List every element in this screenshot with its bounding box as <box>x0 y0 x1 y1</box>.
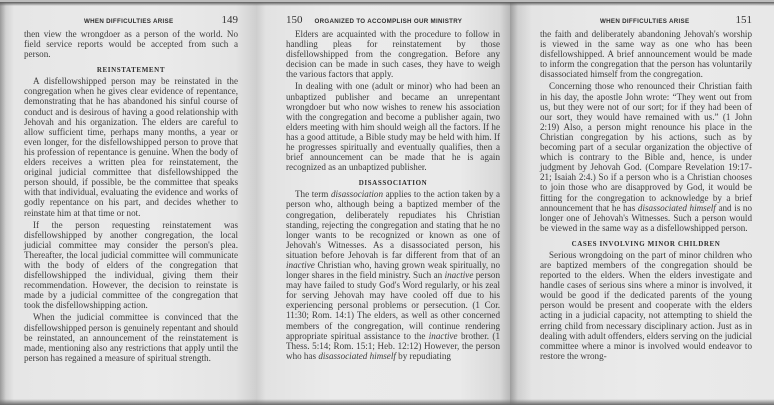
page-edge-shadow <box>510 2 774 6</box>
paragraph: Serious wrongdoing on the part of minor children who are baptized members of the congregation should be reported to the elders. When the elders investigate and handle cases of serious sins where a minor is involved, it would be good if the dedicated parents of the young person would be present and cooperate with the elders acting in a judicial capacity, not attempting to shield the erring child from necessary disciplinary action. Just as in dealing with adult offenders, elders serving on the judicial committee where a minor is involved would endeavor to restore the wrong- <box>540 249 752 361</box>
text-column <box>540 14 752 361</box>
paragraph: A disfellowshipped person may be reinstated in the congregation when he gives clear evidence of repentance, demonstrating that he has abandoned his sinful course of conduct and is desirous of having a good relationship with Jehovah and his organization. The elders are careful to allow sufficient time, perhaps many months, a year or even longer, for the disfellowshipped person to prove that his profession of repentance is genuine. When the body of elders receives a written plea for reinstatement, the original judicial committee that disfellowshipped the person should, if possible, be the committee that speaks with that individual, evaluating the evidence and works of godly repentance on his part, and decides whether to reinstate him at that time or not. <box>24 76 238 218</box>
text-run: The term <box>295 189 331 200</box>
page-header <box>286 14 500 28</box>
page-150 <box>256 2 510 405</box>
page-number: 149 <box>221 14 238 26</box>
italic-term: disassociated himself <box>637 202 716 213</box>
running-head: ORGANIZED TO ACCOMPLISH OUR MINISTRY <box>314 18 463 25</box>
italic-term: inactive <box>286 259 315 270</box>
page-number: 151 <box>735 14 752 26</box>
page-number: 150 <box>286 14 303 26</box>
text-column <box>286 14 500 361</box>
running-head: WHEN DIFFICULTIES ARISE <box>600 18 690 25</box>
text-run: Concerning those who renounced their Christian faith in his day, the apostle John wrote: “They went out from us, but they were not of our sort; for if they had been of our sort, they would have remained with us.” (1 John 2:19) Also, a person might renounce his place in the Christian congregation by his actions, such as by becoming part of a secular organization the objective of which is contrary to the Bible and, hence, is under judgment by Jehovah God. (Compare Revelation 19:17-21; Isaiah 2:4.) So if a person who is a Christian chooses to join those who are disapproved by God, it would be fitting for the congregation to acknowledge by a brief announcement that he has <box>540 81 752 213</box>
text-column <box>24 14 238 363</box>
paragraph: When the judicial committee is convinced that the disfellowshipped person is genuinely repentant and should be reinstated, an announcement of the reinstatement is made, mentioning also any restrictions that apply until the person has regained a measure of spiritual strength. <box>24 312 238 363</box>
text-run: brother. (1 Thess. 5:14; Rom. 15:1; Heb. 12:12) However, the person who has <box>286 330 500 361</box>
section-heading-reinstatement: REINSTATEMENT <box>96 66 166 75</box>
page-edge-shadow <box>256 399 510 405</box>
page-header <box>24 14 238 28</box>
text-run: Christian who, having grown weak spiritually, no longer shares in the field ministry. Such an <box>286 259 500 281</box>
text-run: applies to the action taken by a person who, although being a baptized member of the congregation, deliberately repudiates his Christian standing, rejecting the congregation and stating that he no longer wants to be recognized or known as one of Jehovah's Witnesses. As a disassociated person, his situation before Jehovah is far different from that of an <box>286 189 500 260</box>
paragraph: If the person requesting reinstatement was disfellowshipped by another congregation, the local judicial committee may consider the person's plea. Thereafter, the local judicial committee will communicate with the body of elders of the congregation that disfellowshipped the individual, giving them their recommendation. However, the decision to reinstate is made by a judicial committee of the congregation that took the disfellowshipping action. <box>24 219 238 311</box>
italic-term: disassociation <box>330 189 383 200</box>
paragraph: then view the wrongdoer as a person of the world. No field service reports would be accepted from such a person. <box>24 29 238 60</box>
page-149 <box>0 2 256 405</box>
paragraph <box>286 189 500 361</box>
paragraph: the faith and deliberately abandoning Jehovah's worship is viewed in the same way as one who has been disfellowshipped. A brief announcement would be made to inform the congregation that the person has voluntarily disassociated himself from the congregation. <box>540 29 752 80</box>
page-edge-shadow <box>0 399 256 405</box>
paragraph: Elders are acquainted with the procedure to follow in handling pleas for reinstatement by those disfellowshipped from the congregation. Before any decision can be made in such cases, they have to weigh the various factors that apply. <box>286 29 500 80</box>
text-run: person may have failed to study God's Word regularly, or his zeal for serving Jehovah may have cooled off due to his experiencing personal problems or persecution. (1 Cor. 11:30; Rom. 14:1) The elders, as well as other concerned members of the congregation, will continue rendering appropriate spiritual assistance to the <box>286 270 500 341</box>
italic-term: inactive <box>444 270 474 281</box>
page-151 <box>510 2 774 405</box>
page-edge-shadow <box>510 399 774 405</box>
italic-term: inactive <box>428 330 458 341</box>
paragraph: In dealing with one (adult or minor) who had been an unbaptized publisher and became an unrepentant wrongdoer but who now wishes to renew his association with the congregation and become a publisher again, two elders meeting with him should weigh all the factors. If he has a good attitude, a Bible study may be held with him. If he progresses spiritually and eventually qualifies, then a brief announcement can be made that he is again recognized as an unbaptized publisher. <box>286 81 500 173</box>
text-run: and is no longer one of Jehovah's Witnesses. Such a person would be viewed in the same way as a disfellowshipped person. <box>540 202 752 233</box>
page-edge-shadow <box>0 2 256 6</box>
italic-term: disassociated himself <box>318 350 396 361</box>
page-header <box>540 14 752 28</box>
running-head: WHEN DIFFICULTIES ARISE <box>84 18 174 25</box>
section-heading-disassociation: DISASSOCIATION <box>358 179 428 188</box>
text-run: by repudiating <box>395 350 451 361</box>
paragraph <box>540 81 752 232</box>
section-heading-minor-children: CASES INVOLVING MINOR CHILDREN <box>571 239 721 248</box>
page-edge-shadow <box>256 2 510 6</box>
